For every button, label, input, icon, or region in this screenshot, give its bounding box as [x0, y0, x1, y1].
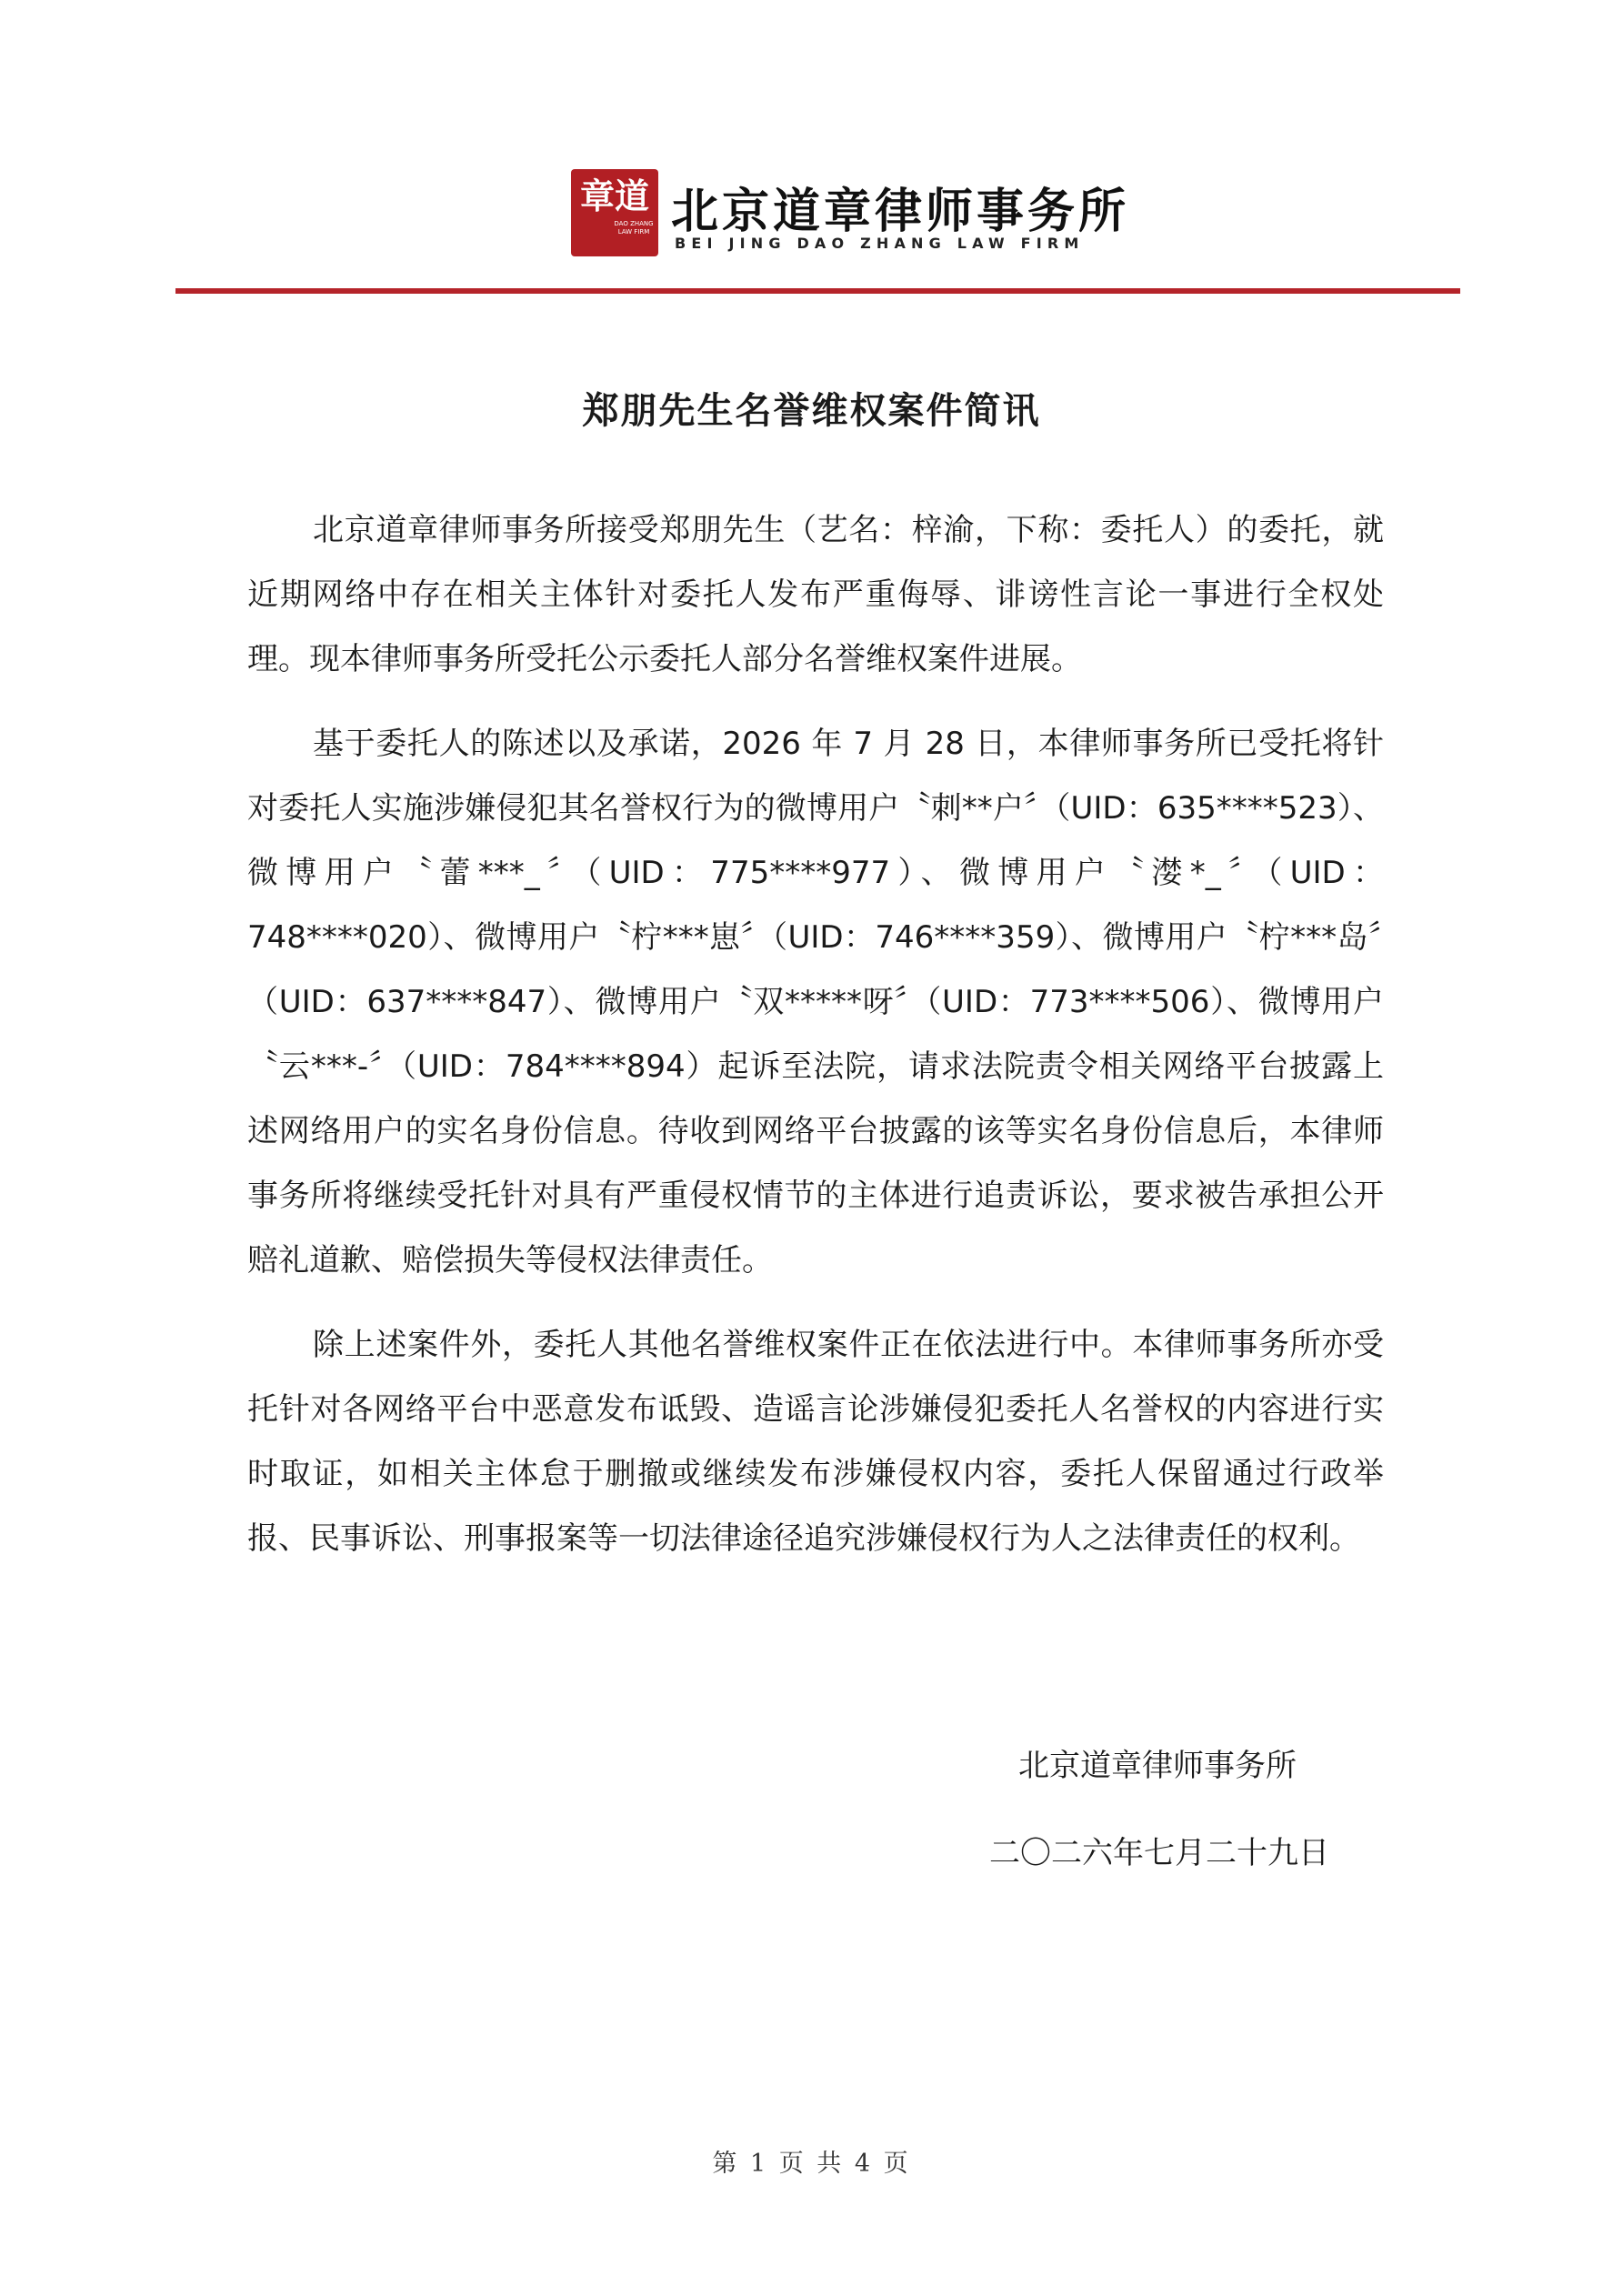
paragraph-intro: 北京道章律师事务所接受郑朋先生（艺名：梓渝，下称：委托人）的委托，就近期网络中存在相关主体针对委托人发布严重侮辱、诽谤性言论一事进行全权处理。现本律师事务所受托公示委托人部分名誉维权案件进展。	[247, 512, 1384, 677]
letterhead	[571, 169, 1130, 260]
paragraph-lawsuit-progress: 基于委托人的陈述以及承诺，2026 年 7 月 28 日，本律师事务所已受托将针对委托人实施涉嫌侵犯其名誉权行为的微博用户〝刺**户〞（UID：635****523）、微博用户〝蕾***_〞（UID：775****977）、微博用户〝漤*_〞（UID：748****020）、微博用户〝柠***崽〞（UID：746****359）、微博用户〝柠***岛〞（UID：637****847）、微博用户〝双*****呀〞（UID：773****506）、微博用户〝云***-〞（UID：784****894）起诉至法院，请求法院责令相关网络平台披露上述网络用户的实名身份信息。待收到网络平台披露的该等实名身份信息后，本律师事务所将继续受托针对具有严重侵权情节的主体进行追责诉讼，要求被告承担公开赔礼道歉、赔偿损失等侵权法律责任。	[247, 726, 1384, 1278]
signature-firm-name: 北京道章律师事务所	[1018, 1748, 1297, 1784]
document-body	[247, 498, 1384, 1591]
seal-english-text: DAO ZHANG LAW FIRM	[614, 220, 654, 236]
page-indicator: 第 1 页 共 4 页	[712, 2150, 911, 2178]
firm-name-english: BEI JING DAO ZHANG LAW FIRM	[675, 235, 1085, 252]
paragraph-other-cases: 除上述案件外，委托人其他名誉维权案件正在依法进行中。本律师事务所亦受托针对各网络平台中恶意发布诋毁、造谣言论涉嫌侵犯委托人名誉权的内容进行实时取证，如相关主体怠于删撤或继续发布涉嫌侵权内容，委托人保留通过行政举报、民事诉讼、刑事报案等一切法律途径追究涉嫌侵权行为人之法律责任的权利。	[247, 1327, 1384, 1557]
document-title: 郑朋先生名誉维权案件简讯	[582, 390, 1041, 432]
firm-seal-logo	[571, 169, 658, 256]
seal-characters: 章道	[579, 175, 649, 216]
header-divider	[175, 288, 1460, 294]
signature-date: 二〇二六年七月二十九日	[989, 1835, 1329, 1871]
firm-name-chinese: 北京道章律师事务所	[671, 184, 1130, 239]
